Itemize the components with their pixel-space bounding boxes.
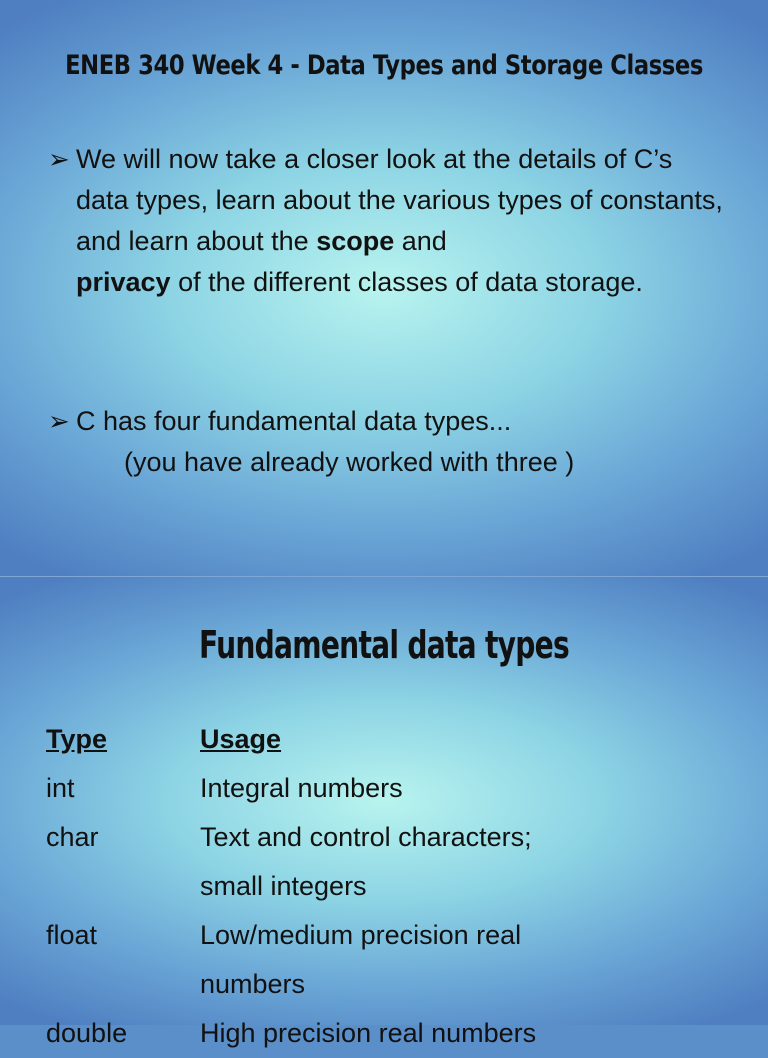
bullet-1-text-part-3: of the different classes of data storage. [170,267,643,297]
usage-line: Integral numbers [200,773,403,803]
type-cell: int [46,773,75,803]
usage-line: numbers [200,969,306,999]
usage-cell [200,813,726,911]
table-row [46,1009,726,1058]
data-types-table [46,715,726,1058]
bullet-item-2 [48,401,728,483]
bullet-2-line-2: (you have already worked with three ) [124,447,575,477]
slide-1-title: ENEB 340 Week 4 - Data Types and Storage Classes [65,50,703,81]
arrow-bullet-icon: ➢ [48,406,70,436]
bullet-1-text [48,139,728,303]
type-cell: float [46,920,98,950]
header-usage: Usage [200,724,282,754]
slide-2 [0,576,768,1048]
usage-cell [200,764,726,813]
usage-line: High precision real numbers [200,1018,537,1048]
bullet-item-1 [48,139,728,303]
type-cell: double [46,1018,128,1048]
type-cell: char [46,822,99,852]
bullet-1-text-part-2: and [394,226,447,256]
usage-cell [200,911,726,1009]
header-type: Type [46,724,108,754]
table-row [46,764,726,813]
usage-line: Text and control characters; [200,822,532,852]
bullet-2-text [48,401,728,483]
table-header-row [46,715,726,764]
bullet-1-text-part-1: We will now take a closer look at the details of C’s data types, learn about the various types of constants, and learn about the [76,144,723,256]
privacy-keyword: privacy [76,267,171,297]
slide-2-title: Fundamental data types [199,623,569,667]
table-row [46,911,726,1009]
bullet-2-line-1: C has four fundamental data types... [76,406,512,436]
usage-line: Low/medium precision real [200,920,522,950]
arrow-bullet-icon: ➢ [48,144,70,174]
usage-cell [200,1009,726,1058]
scope-keyword: scope [316,226,395,256]
table-row [46,813,726,911]
usage-line: small integers [200,871,367,901]
